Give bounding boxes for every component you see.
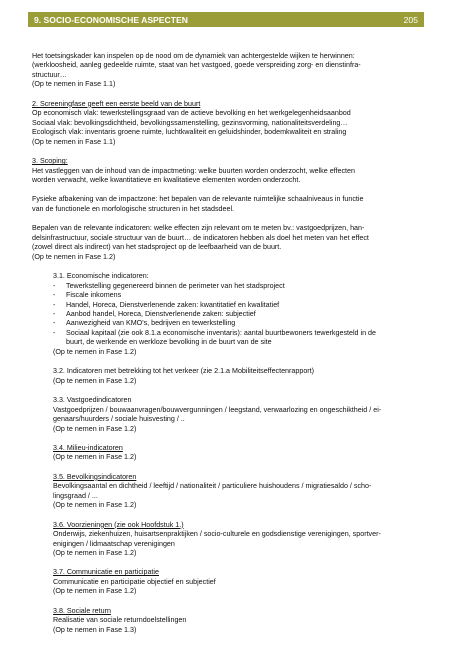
phase-note: (Op te nemen in Fase 1.2) <box>53 587 137 596</box>
text-line: Bevolkingsaantal en dichtheid / leeftijd / nationaliteit / particuliere huishoudens / migratiesaldo / scho- <box>53 482 372 491</box>
text-line: Ecologisch vlak: inventaris groene ruimte, luchtkwaliteit en geluidshinder, bodemkwaliteit en straling <box>32 128 347 137</box>
list-item: - Fiscale inkomens <box>53 291 122 300</box>
text-line: enigingen / lidmaatschap verenigingen <box>53 539 175 548</box>
section-3-8 <box>53 607 418 635</box>
screening-heading: 2. Screeningfase geeft een eerste beeld van de buurt <box>32 99 201 108</box>
page-body <box>32 52 418 645</box>
text-line: Communicatie en participatie objectief en subjectief <box>53 577 216 586</box>
section-3-4 <box>53 444 418 463</box>
scoping-section <box>32 157 418 185</box>
text-line: van de functionele en morfologische structuren in het stadsdeel. <box>32 204 235 213</box>
section-heading: 3.2. Indicatoren met betrekking tot het verkeer (zie 2.1.a Mobiliteitseffectenrapport) <box>53 367 315 376</box>
section-3-3 <box>53 396 418 434</box>
list-item: - Handel, Horeca, Dienstverlenende zaken: kwantitatief en kwalitatief <box>53 300 280 309</box>
section-3-7 <box>53 568 418 596</box>
text-line: Het vastleggen van de inhoud van de impactmeting: welke buurten worden onderzocht, welke effecten <box>32 166 355 175</box>
list-item: - Aanbod handel, Horeca, Dienstverlenende zaken: subjectief <box>53 309 256 318</box>
text-line: (zowel direct als indirect) van het stadsproject op de leefbaarheid van de buurt. <box>32 243 282 252</box>
section-heading: 3.5. Bevolkingsindicatoren <box>53 472 137 481</box>
text-line: Op economisch vlak: tewerkstellingsgraad van de actieve bevolking en het werkgelegenheidsaanbod <box>32 109 351 118</box>
section-3-5 <box>53 473 418 511</box>
text-line: Fysieke afbakening van de impactzone: het bepalen van de relevante ruimtelijke schaalniveaus in functie <box>32 195 364 204</box>
text-line: genaars/huurders / sociale huisvesting / .. <box>53 415 185 424</box>
phase-note: (Op te nemen in Fase 1.2) <box>53 453 137 462</box>
section-heading: 3.1. Economische indicatoren: <box>53 272 149 281</box>
text-line: delsinfrastructuur, sociale structuur van de buurt… de indicatoren hebben als doel het meten van het effect <box>32 233 369 242</box>
section-heading: 3.8. Sociale return <box>53 606 111 615</box>
phase-note: (Op te nemen in Fase 1.3) <box>53 625 137 634</box>
page-number: 205 <box>403 14 418 25</box>
text-line: Onderwijs, ziekenhuizen, huisartsenpraktijken / socio-culturele en godsdienstige verenigingen, sportver- <box>53 530 381 539</box>
phase-note: (Op te nemen in Fase 1.1) <box>32 80 116 89</box>
text-line: worden verwacht, welke kwantitatieve en kwalitatieve elementen worden onderzocht. <box>32 175 301 184</box>
section-heading: 3.4. Milieu-indicatoren <box>53 443 123 452</box>
fysieke-paragraph <box>32 195 418 214</box>
text-line: Realisatie van sociale returndoelstellingen <box>53 616 187 625</box>
text-line: structuur… <box>32 70 67 79</box>
phase-note: (Op te nemen in Fase 1.2) <box>53 549 137 558</box>
list-item: - Tewerkstelling gegenereerd binnen de perimeter van het stadsproject <box>53 281 285 290</box>
phase-note: (Op te nemen in Fase 1.2) <box>53 424 137 433</box>
phase-note: (Op te nemen in Fase 1.1) <box>32 137 116 146</box>
phase-note: (Op te nemen in Fase 1.2) <box>32 252 116 261</box>
text-line: lingsgraad / ... <box>53 491 98 500</box>
section-heading: 3.6. Voorzieningen (zie ook Hoofdstuk 1.) <box>53 520 184 529</box>
text-line: Vastgoedprijzen / bouwaanvragen/bouwvergunningen / leegstand, verwaarlozing en ongeschiktheid / ei- <box>53 405 382 414</box>
text-line: Bepalen van de relevante indicatoren: welke effecten zijn relevant om te meten bv.: vastgoedprijzen, han- <box>32 224 365 233</box>
indicatoren-paragraph <box>32 224 418 262</box>
intro-paragraph <box>32 52 418 90</box>
list-item: - Sociaal kapitaal (zie ook 8.1.a economische inventaris): aantal buurtbewoners tewerkgesteld in de buurt, de werkende en werkloze bevolking in de buurt van de site <box>53 328 377 347</box>
section-3-6 <box>53 521 418 559</box>
chapter-title: 9. SOCIO-ECONOMISCHE ASPECTEN <box>34 14 188 25</box>
text-line: (werkloosheid, aanleg gedeelde ruimte, staat van het vastgoed, goede verspreiding zorg- en dienstinfra- <box>32 61 361 70</box>
section-3-2 <box>53 367 418 386</box>
scoping-heading: 3. Scoping: <box>32 157 68 166</box>
section-heading: 3.7. Communicatie en participatie <box>53 568 159 577</box>
phase-note: (Op te nemen in Fase 1.2) <box>53 347 137 356</box>
phase-note: (Op te nemen in Fase 1.2) <box>53 501 137 510</box>
section-heading: 3.3. Vastgoedindicatoren <box>53 396 132 405</box>
phase-note: (Op te nemen in Fase 1.2) <box>53 376 137 385</box>
text-line: Het toetsingskader kan inspelen op de nood om de dynamiek van achtergestelde wijken te herwinnen: <box>32 52 355 60</box>
page-header <box>28 12 424 27</box>
text-line: Sociaal vlak: bevolkingsdichtheid, bevolkingssamenstelling, gezinsvorming, nationaliteitsverdeling… <box>32 118 348 127</box>
list-item: - Aanwezigheid van KMO's, bedrijven en tewerkstelling <box>53 319 236 328</box>
screening-section <box>32 100 418 147</box>
section-3-1 <box>53 272 418 357</box>
